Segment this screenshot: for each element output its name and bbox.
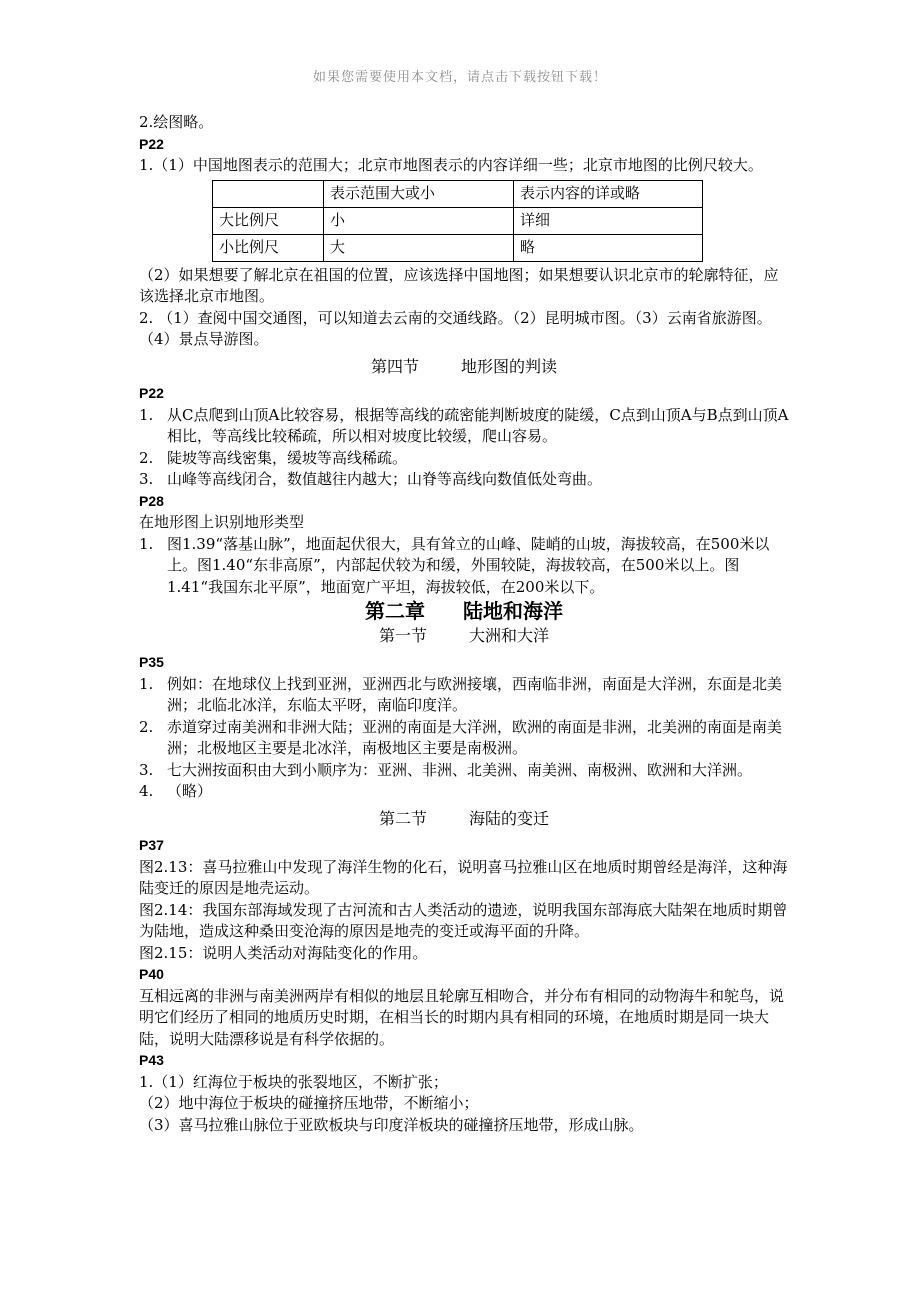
list-number: 1.: [139, 405, 154, 424]
answer-line: 2.绘图略。: [139, 113, 214, 131]
section-heading: [139, 625, 789, 647]
answer-line: 1.（1）红海位于板块的张裂地区，不断扩张；: [139, 1072, 448, 1091]
answer-line: 图2.15：说明人类活动对海陆变化的作用。: [139, 943, 428, 962]
chapter-number: 第二章: [365, 599, 425, 623]
section-heading: [139, 356, 789, 378]
page-ref: P35: [139, 654, 164, 670]
list-item: [139, 781, 789, 803]
list-text: 山峰等高线闭合，数值越往内越大；山脊等高线向数值低处弯曲。: [167, 470, 603, 488]
page-ref: P22: [139, 385, 164, 401]
list-item: [139, 534, 789, 599]
list-number: 3.: [139, 760, 154, 779]
list-number: 2.: [139, 717, 154, 736]
download-notice-header: 如果您需要使用本文档，请点击下载按钮下载！: [312, 70, 607, 85]
list-text: 陡坡等高线密集，缓坡等高线稀疏。: [167, 448, 408, 467]
page-ref: P40: [139, 966, 164, 982]
answer-line: 互相远离的非洲与南美洲两岸有相似的地层且轮廓互相吻合，并分布有相同的动物海牛和鸵鸟，说明它们经历了相同的地质历史时期，在相当长的时期内具有相同的环境，在地质时期是同一块大陆，说明大陆漂移说是有科学依据的。: [139, 986, 785, 1048]
table-cell: 小比例尺: [213, 234, 324, 261]
list-item: [139, 405, 789, 448]
table-cell: 详细: [514, 207, 703, 234]
page-ref: P37: [139, 837, 164, 853]
table-cell: 大比例尺: [213, 207, 324, 234]
table-cell: 表示范围大或小: [324, 180, 514, 207]
list-item: [139, 469, 789, 491]
list-number: 1.: [139, 674, 154, 693]
list-item: [139, 674, 789, 717]
page-ref: P28: [139, 492, 164, 509]
list-item: [139, 717, 789, 760]
page-ref: P22: [139, 135, 164, 152]
page-ref: P43: [139, 1052, 164, 1068]
table-header-row: [213, 180, 703, 207]
table-row: [213, 234, 703, 261]
list-text: 七大洲按面积由大到小顺序为：亚洲、非洲、北美洲、南美洲、南极洲、欧洲和大洋洲。: [167, 760, 753, 779]
chapter-title: 陆地和海洋: [463, 599, 563, 623]
list-text: 赤道穿过南美洲和非洲大陆；亚洲的南面是大洋洲，欧洲的南面是非洲，北美洲的南面是南美洲；北极地区主要是北冰洋，南极地区主要是南极洲。: [167, 717, 783, 757]
table-row: [213, 207, 703, 234]
table-cell: 略: [514, 234, 703, 261]
section-title: 大洲和大洋: [469, 625, 550, 645]
list-number: 2.: [139, 448, 154, 467]
answer-line: 图2.13：喜马拉雅山中发现了海洋生物的化石，说明喜马拉雅山区在地质时期曾经是海洋，这种海陆变迁的原因是地壳运动。: [139, 857, 788, 897]
chapter-heading: [139, 601, 789, 623]
table-cell: 小: [324, 207, 514, 234]
section-number: 第四节: [370, 356, 419, 376]
table-cell: 大: [324, 234, 514, 261]
answer-line: 在地形图上识别地形类型: [139, 513, 305, 531]
answer-line: （2）地中海位于板块的碰撞挤压地带，不断缩小；: [139, 1094, 479, 1112]
section-heading: [139, 808, 789, 830]
answer-line: （3）喜马拉雅山脉位于亚欧板块与印度洋板块的碰撞挤压地带，形成山脉。: [139, 1115, 644, 1134]
list-text: （略）: [167, 782, 213, 800]
answer-line: 1.（1）中国地图表示的范围大；北京市地图表示的内容详细一些；北京市地图的比例尺较大。: [139, 156, 763, 174]
answer-line: （2）如果想要了解北京在祖国的位置，应该选择中国地图；如果想要认识北京市的轮廓特征，应该选择北京市地图。: [139, 265, 779, 305]
document-body: [139, 112, 789, 1136]
list-number: 4.: [139, 782, 154, 800]
list-number: 1.: [139, 534, 154, 553]
list-text: 图1.39“落基山脉”，地面起伏很大，具有耸立的山峰、陡峭的山坡，海拔较高，在500米以上。图1.40“东非高原”，内部起伏较为和缓，外围较陡，海拔较高，在500米以上。图1.41“我国东北平原”，地面宽广平坦，海拔较低，在200米以下。: [167, 534, 770, 596]
section-number: 第一节: [378, 625, 427, 645]
table-cell: 表示内容的详或略: [514, 180, 703, 207]
list-text: 从C点爬到山顶A比较容易，根据等高线的疏密能判断坡度的陡缓，C点到山顶A与B点到山顶A相比，等高线比较稀疏，所以相对坡度比较缓，爬山容易。: [167, 405, 789, 445]
answer-line: 图2.14：我国东部海域发现了古河流和古人类活动的遗迹，说明我国东部海底大陆架在地质时期曾为陆地，造成这种桑田变沧海的原因是地壳的变迁或海平面的升降。: [139, 900, 788, 940]
section-number: 第二节: [378, 808, 427, 828]
list-item: [139, 760, 789, 782]
scale-comparison-table: [212, 180, 703, 262]
list-item: [139, 448, 789, 470]
table-cell: [213, 180, 324, 207]
answer-line: 2. （1）查阅中国交通图，可以知道去云南的交通线路。（2）昆明城市图。（3）云南省旅游图。（4）景点导游图。: [139, 308, 772, 348]
section-title: 地形图的判读: [461, 356, 558, 376]
list-text: 例如：在地球仪上找到亚洲，亚洲西北与欧洲接壤，西南临非洲，南面是大洋洲，东面是北美洲；北临北冰洋，东临太平呀，南临印度洋。: [167, 674, 783, 714]
section-title: 海陆的变迁: [469, 808, 550, 828]
list-number: 3.: [139, 470, 154, 488]
